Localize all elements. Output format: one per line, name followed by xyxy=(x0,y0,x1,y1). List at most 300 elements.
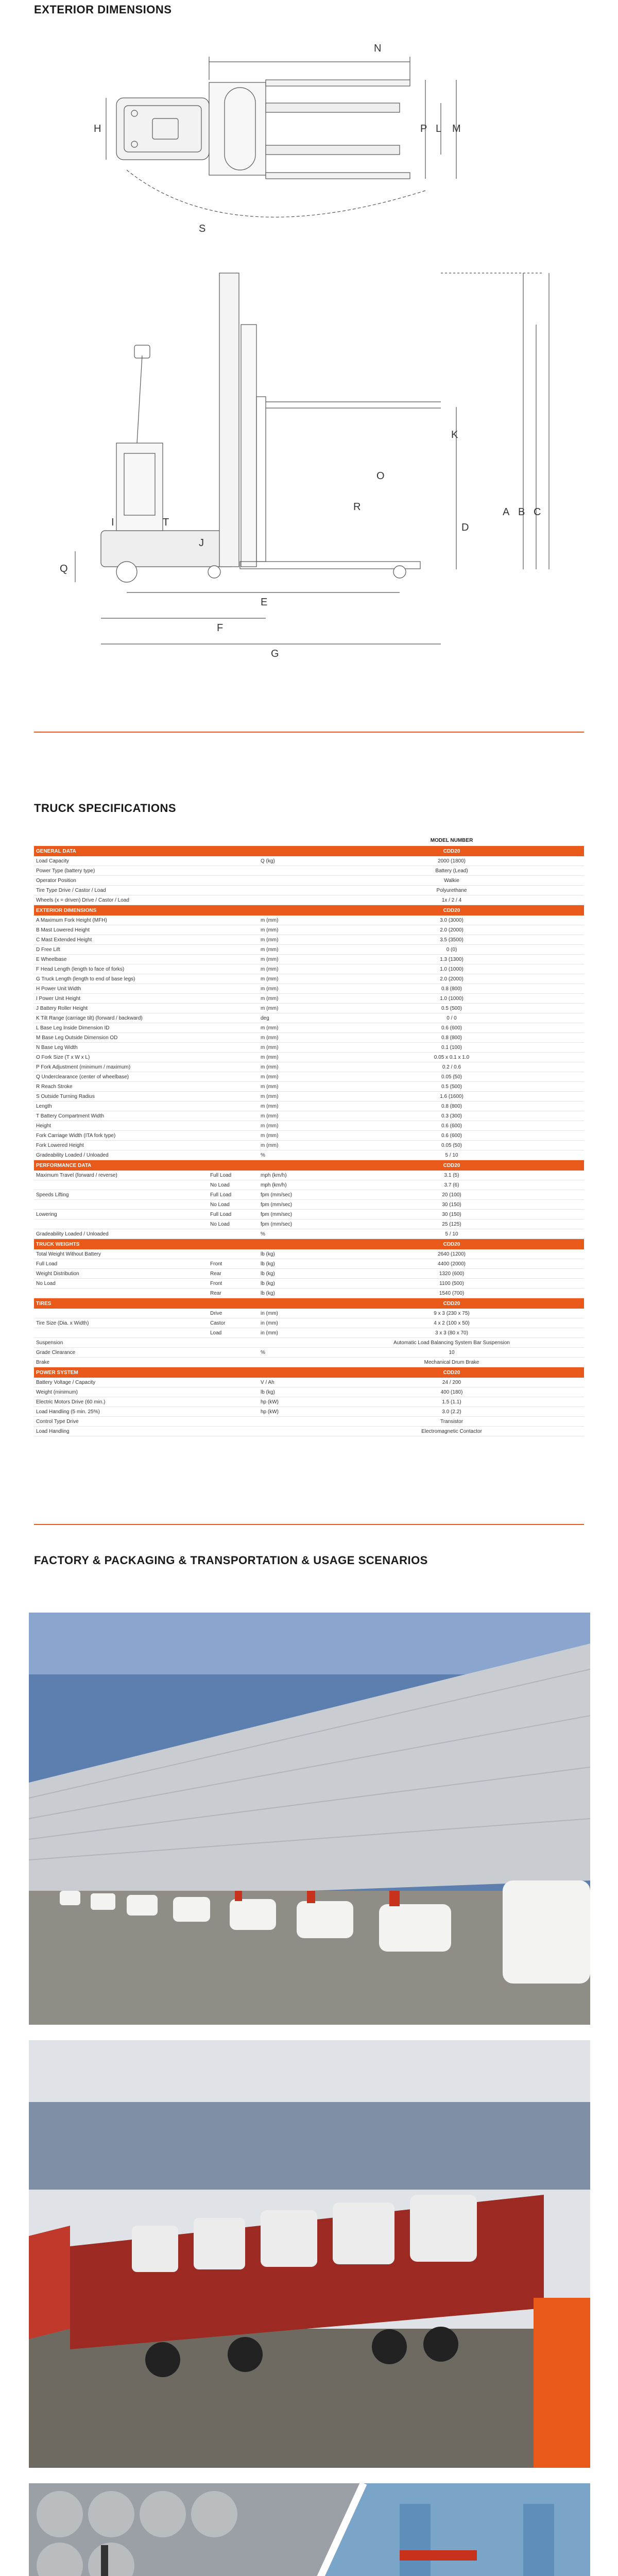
spec-cell-c3 xyxy=(259,895,319,905)
spec-cell-c4: 0.1 (100) xyxy=(319,1043,584,1053)
spec-cell-c2 xyxy=(208,1043,259,1053)
spec-cell-c1: Load Handling xyxy=(34,1427,208,1436)
spec-cell-c4: 400 (180) xyxy=(319,1387,584,1397)
spec-row xyxy=(34,1082,584,1092)
spec-cell-c1: Q Underclearance (center of wheelbase) xyxy=(34,1072,208,1082)
label-E: E xyxy=(261,597,268,608)
spec-cell-c3: Q (kg) xyxy=(259,856,319,866)
spec-row xyxy=(34,974,584,984)
label-I: I xyxy=(111,517,114,528)
spec-section-header xyxy=(34,1367,584,1378)
spec-cell-c2: No Load xyxy=(208,1200,259,1210)
spec-row xyxy=(34,1121,584,1131)
spec-cell-c1: S Outside Turning Radius xyxy=(34,1092,208,1101)
spec-cell-c4: 1540 (700) xyxy=(319,1289,584,1298)
spec-cell-c4: 0 / 0 xyxy=(319,1013,584,1023)
spec-cell-c1: C Mast Extended Height xyxy=(34,935,208,945)
spec-cell-c1: POWER SYSTEM xyxy=(34,1367,208,1378)
spec-cell-c4: 0.6 (600) xyxy=(319,1131,584,1141)
spec-cell-c2 xyxy=(208,1111,259,1121)
spec-cell-c4: 2.0 (2000) xyxy=(319,974,584,984)
spec-cell-c2 xyxy=(208,1387,259,1397)
spec-cell-c3: lb (kg) xyxy=(259,1249,319,1259)
spec-row xyxy=(34,925,584,935)
spec-cell-c3: hp (kW) xyxy=(259,1407,319,1417)
spec-cell-c4: Mechanical Drum Brake xyxy=(319,1358,584,1367)
photo-warehouse-forklift-row xyxy=(29,1613,590,2025)
spec-cell-c1: Tire Type Drive / Castor / Load xyxy=(34,886,208,895)
spec-cell-c2 xyxy=(208,1131,259,1141)
spec-cell-c3: lb (kg) xyxy=(259,1279,319,1289)
spec-cell-c1: Fork Carriage Width (ITA fork type) xyxy=(34,1131,208,1141)
spec-table xyxy=(34,835,584,1436)
spec-cell-c4: 2.0 (2000) xyxy=(319,925,584,935)
spec-cell-c1: Tire Size (Dia. x Width) xyxy=(34,1318,208,1328)
spec-row xyxy=(34,876,584,886)
spec-cell-c4: 1.0 (1000) xyxy=(319,994,584,1004)
model-number-label: MODEL NUMBER xyxy=(430,837,473,843)
spec-cell-c2 xyxy=(208,1141,259,1150)
spec-cell-c2: Drive xyxy=(208,1309,259,1318)
spec-row xyxy=(34,1013,584,1023)
spec-cell-c3: m (mm) xyxy=(259,994,319,1004)
spec-row xyxy=(34,1190,584,1200)
spec-cell-c4: 1320 (600) xyxy=(319,1269,584,1279)
spec-cell-c4: 9 x 3 (230 x 75) xyxy=(319,1309,584,1318)
spec-cell-c4: 0.8 (800) xyxy=(319,984,584,994)
spec-cell-c3 xyxy=(259,1160,319,1171)
spec-cell-c4: 0.8 (800) xyxy=(319,1101,584,1111)
spec-cell-c2: Full Load xyxy=(208,1190,259,1200)
spec-row xyxy=(34,1279,584,1289)
spec-cell-c4: 0.6 (600) xyxy=(319,1023,584,1033)
spec-cell-c3: m (mm) xyxy=(259,974,319,984)
spec-cell-c2: Rear xyxy=(208,1269,259,1279)
spec-cell-c4: Automatic Load Balancing System Bar Suspension xyxy=(319,1338,584,1348)
spec-cell-c1 xyxy=(34,1180,208,1190)
label-F: F xyxy=(217,622,224,634)
spec-cell-c1: T Battery Compartment Width xyxy=(34,1111,208,1121)
spec-cell-c1: Speeds Lifting xyxy=(34,1190,208,1200)
spec-cell-c1: Weight Distribution xyxy=(34,1269,208,1279)
spec-cell-c3 xyxy=(259,1298,319,1309)
spec-cell-c4: CDD20 xyxy=(319,846,584,856)
spec-row xyxy=(34,1180,584,1190)
spec-cell-c3: m (mm) xyxy=(259,935,319,945)
spec-cell-c1: No Load xyxy=(34,1279,208,1289)
spec-cell-c2: Full Load xyxy=(208,1210,259,1219)
label-A: A xyxy=(503,506,510,518)
spec-cell-c1 xyxy=(34,1200,208,1210)
spec-cell-c3 xyxy=(259,1358,319,1367)
spec-cell-c3: m (mm) xyxy=(259,1082,319,1092)
spec-cell-c1: Power Type (battery type) xyxy=(34,866,208,876)
spec-cell-c1: Lowering xyxy=(34,1210,208,1219)
spec-row xyxy=(34,994,584,1004)
spec-cell-c3: m (mm) xyxy=(259,1111,319,1121)
spec-cell-c1: PERFORMANCE DATA xyxy=(34,1160,208,1171)
label-R: R xyxy=(353,501,361,513)
spec-cell-c4: CDD20 xyxy=(319,1367,584,1378)
spec-cell-c1: O Fork Size (T x W x L) xyxy=(34,1053,208,1062)
spec-cell-c3: deg xyxy=(259,1013,319,1023)
spec-cell-c3: m (mm) xyxy=(259,925,319,935)
spec-cell-c1 xyxy=(34,1289,208,1298)
factory-title: FACTORY & PACKAGING & TRANSPORTATION & USAGE SCENARIOS xyxy=(34,1554,428,1567)
spec-cell-c2 xyxy=(208,974,259,984)
spec-cell-c3: mph (km/h) xyxy=(259,1171,319,1180)
spec-cell-c3: fpm (mm/sec) xyxy=(259,1219,319,1229)
label-Q: Q xyxy=(60,563,68,574)
spec-cell-c2 xyxy=(208,1092,259,1101)
spec-cell-c2 xyxy=(208,1121,259,1131)
spec-row xyxy=(34,1219,584,1229)
spec-cell-c3: m (mm) xyxy=(259,1101,319,1111)
label-S: S xyxy=(199,223,206,234)
spec-cell-c3: hp (kW) xyxy=(259,1397,319,1407)
spec-cell-c3 xyxy=(259,905,319,916)
section-divider xyxy=(34,1524,584,1525)
spec-cell-c3: m (mm) xyxy=(259,1092,319,1101)
spec-cell-c4: CDD20 xyxy=(319,1239,584,1250)
exterior-dimensions-diagram xyxy=(34,36,585,706)
spec-cell-c4: 30 (150) xyxy=(319,1200,584,1210)
spec-row xyxy=(34,1101,584,1111)
spec-cell-c1: Battery Voltage / Capacity xyxy=(34,1378,208,1387)
spec-cell-c1 xyxy=(34,1219,208,1229)
spec-cell-c4: 1.6 (1600) xyxy=(319,1092,584,1101)
spec-row xyxy=(34,1171,584,1180)
spec-cell-c2 xyxy=(208,1397,259,1407)
spec-cell-c3: lb (kg) xyxy=(259,1387,319,1397)
spec-cell-c3: m (mm) xyxy=(259,1004,319,1013)
spec-section-header xyxy=(34,846,584,856)
spec-row xyxy=(34,945,584,955)
spec-row xyxy=(34,1289,584,1298)
spec-cell-c4: 3.7 (6) xyxy=(319,1180,584,1190)
spec-row xyxy=(34,1407,584,1417)
spec-cell-c2 xyxy=(208,1239,259,1250)
spec-cell-c4: 4 x 2 (100 x 50) xyxy=(319,1318,584,1328)
spec-cell-c1: Control Type Drive xyxy=(34,1417,208,1427)
spec-cell-c2 xyxy=(208,1348,259,1358)
spec-cell-c4: 0.2 / 0.6 xyxy=(319,1062,584,1072)
spec-row xyxy=(34,1023,584,1033)
spec-cell-c4: 0.05 (50) xyxy=(319,1141,584,1150)
spec-cell-c1: Fork Lowered Height xyxy=(34,1141,208,1150)
spec-cell-c3: m (mm) xyxy=(259,1043,319,1053)
spec-cell-c2: Castor xyxy=(208,1318,259,1328)
spec-row xyxy=(34,1229,584,1239)
spec-row xyxy=(34,1141,584,1150)
spec-row xyxy=(34,984,584,994)
spec-cell-c3 xyxy=(259,1338,319,1348)
spec-cell-c3 xyxy=(259,876,319,886)
spec-row xyxy=(34,1072,584,1082)
spec-cell-c3: m (mm) xyxy=(259,955,319,964)
spec-cell-c2 xyxy=(208,846,259,856)
spec-row xyxy=(34,1427,584,1436)
spec-row xyxy=(34,1200,584,1210)
spec-cell-c3: % xyxy=(259,1150,319,1160)
spec-cell-c3: m (mm) xyxy=(259,1053,319,1062)
spec-cell-c3 xyxy=(259,886,319,895)
spec-cell-c1: GENERAL DATA xyxy=(34,846,208,856)
spec-section-header xyxy=(34,1239,584,1250)
spec-cell-c1: Gradeability Loaded / Unloaded xyxy=(34,1229,208,1239)
spec-cell-c2 xyxy=(208,945,259,955)
spec-cell-c2 xyxy=(208,1062,259,1072)
spec-row xyxy=(34,1328,584,1338)
spec-cell-c2 xyxy=(208,1082,259,1092)
spec-cell-c4: 0.6 (600) xyxy=(319,1121,584,1131)
spec-row xyxy=(34,1043,584,1053)
spec-cell-c3: in (mm) xyxy=(259,1328,319,1338)
spec-cell-c2 xyxy=(208,1338,259,1348)
spec-cell-c1: N Base Leg Width xyxy=(34,1043,208,1053)
spec-row xyxy=(34,1053,584,1062)
spec-row xyxy=(34,1378,584,1387)
spec-cell-c1: G Truck Length (length to end of base legs) xyxy=(34,974,208,984)
spec-row xyxy=(34,1269,584,1279)
spec-cell-c3: in (mm) xyxy=(259,1309,319,1318)
spec-cell-c2 xyxy=(208,905,259,916)
spec-cell-c2 xyxy=(208,1150,259,1160)
label-D: D xyxy=(461,522,469,533)
spec-row xyxy=(34,1111,584,1121)
spec-cell-c2 xyxy=(208,886,259,895)
spec-cell-c4: 0.05 x 0.1 x 1.0 xyxy=(319,1053,584,1062)
spec-cell-c3: m (mm) xyxy=(259,1141,319,1150)
label-B: B xyxy=(518,506,525,518)
spec-cell-c3: fpm (mm/sec) xyxy=(259,1190,319,1200)
spec-cell-c1: L Base Leg Inside Dimension ID xyxy=(34,1023,208,1033)
spec-cell-c2 xyxy=(208,994,259,1004)
spec-cell-c2 xyxy=(208,1367,259,1378)
spec-cell-c3: m (mm) xyxy=(259,964,319,974)
label-M: M xyxy=(452,123,461,134)
spec-cell-c3: in (mm) xyxy=(259,1318,319,1328)
spec-cell-c2 xyxy=(208,1072,259,1082)
spec-model-row xyxy=(34,835,584,846)
spec-cell-c1: Full Load xyxy=(34,1259,208,1269)
label-K: K xyxy=(451,429,458,440)
spec-cell-c1: Gradeability Loaded / Unloaded xyxy=(34,1150,208,1160)
spec-cell-c4: 3.1 (5) xyxy=(319,1171,584,1180)
spec-cell-c1: E Wheelbase xyxy=(34,955,208,964)
spec-cell-c2 xyxy=(208,1358,259,1367)
spec-cell-c2 xyxy=(208,1427,259,1436)
spec-cell-c4: Polyurethane xyxy=(319,886,584,895)
spec-row xyxy=(34,886,584,895)
label-L: L xyxy=(436,123,442,134)
spec-cell-c1: TIRES xyxy=(34,1298,208,1309)
spec-cell-c1: Electric Motors Drive (60 min.) xyxy=(34,1397,208,1407)
spec-cell-c2: Full Load xyxy=(208,1171,259,1180)
spec-cell-c2 xyxy=(208,876,259,886)
spec-cell-c1: Load Handling (5 min. 25%) xyxy=(34,1407,208,1417)
spec-cell-c2 xyxy=(208,955,259,964)
spec-row xyxy=(34,1338,584,1348)
spec-cell-c1: A Maximum Fork Height (MFH) xyxy=(34,916,208,925)
spec-cell-c3 xyxy=(259,1427,319,1436)
spec-cell-c1: Operator Position xyxy=(34,876,208,886)
spec-cell-c3: % xyxy=(259,1229,319,1239)
spec-cell-c4: Battery (Lead) xyxy=(319,866,584,876)
spec-cell-c4: 1.0 (1000) xyxy=(319,964,584,974)
spec-cell-c4: 3.0 (2.2) xyxy=(319,1407,584,1417)
spec-cell-c1: Height xyxy=(34,1121,208,1131)
spec-cell-c2 xyxy=(208,1407,259,1417)
spec-cell-c1: Weight (minimum) xyxy=(34,1387,208,1397)
spec-section-header xyxy=(34,905,584,916)
spec-cell-c1: I Power Unit Height xyxy=(34,994,208,1004)
spec-cell-c4: 3.5 (3500) xyxy=(319,935,584,945)
spec-cell-c3: m (mm) xyxy=(259,984,319,994)
spec-cell-c3: lb (kg) xyxy=(259,1269,319,1279)
spec-cell-c3: m (mm) xyxy=(259,1072,319,1082)
section-divider xyxy=(34,732,584,733)
photo-truck-loading xyxy=(29,2040,590,2468)
spec-cell-c3 xyxy=(259,846,319,856)
spec-cell-c4: 5 / 10 xyxy=(319,1150,584,1160)
spec-cell-c4: 0.05 (50) xyxy=(319,1072,584,1082)
spec-row xyxy=(34,866,584,876)
spec-cell-c2 xyxy=(208,1101,259,1111)
spec-row xyxy=(34,856,584,866)
label-P: P xyxy=(420,123,427,134)
spec-cell-c4: 25 (125) xyxy=(319,1219,584,1229)
spec-cell-c1: Brake xyxy=(34,1358,208,1367)
spec-cell-c3: m (mm) xyxy=(259,945,319,955)
spec-section-header xyxy=(34,1298,584,1309)
spec-cell-c4: 1100 (500) xyxy=(319,1279,584,1289)
spec-cell-c4: 30 (150) xyxy=(319,1210,584,1219)
spec-cell-c4: 0.8 (800) xyxy=(319,1033,584,1043)
spec-row xyxy=(34,1062,584,1072)
spec-cell-c2: Load xyxy=(208,1328,259,1338)
spec-cell-c1 xyxy=(34,1328,208,1338)
spec-row xyxy=(34,1259,584,1269)
spec-row xyxy=(34,895,584,905)
spec-cell-c1: Total Weight Without Battery xyxy=(34,1249,208,1259)
spec-row xyxy=(34,916,584,925)
spec-row xyxy=(34,1348,584,1358)
spec-cell-c3: m (mm) xyxy=(259,1062,319,1072)
spec-cell-c4: 0.5 (500) xyxy=(319,1004,584,1013)
spec-row xyxy=(34,964,584,974)
spec-cell-c4: 3.0 (3000) xyxy=(319,916,584,925)
spec-cell-c3: m (mm) xyxy=(259,1121,319,1131)
spec-row xyxy=(34,1358,584,1367)
spec-row xyxy=(34,955,584,964)
spec-row xyxy=(34,1318,584,1328)
spec-cell-c2 xyxy=(208,984,259,994)
spec-cell-c2 xyxy=(208,895,259,905)
spec-cell-c1: J Battery Roller Height xyxy=(34,1004,208,1013)
spec-cell-c4: 1.3 (1300) xyxy=(319,955,584,964)
spec-cell-c4: CDD20 xyxy=(319,1298,584,1309)
spec-cell-c4: 5 / 10 xyxy=(319,1229,584,1239)
spec-cell-c3 xyxy=(259,1239,319,1250)
spec-cell-c4: 2000 (1800) xyxy=(319,856,584,866)
spec-cell-c3: fpm (mm/sec) xyxy=(259,1210,319,1219)
spec-cell-c2 xyxy=(208,916,259,925)
spec-cell-c2: Rear xyxy=(208,1289,259,1298)
spec-cell-c4: 4400 (2000) xyxy=(319,1259,584,1269)
spec-cell-c3: lb (kg) xyxy=(259,1259,319,1269)
spec-cell-c3: mph (km/h) xyxy=(259,1180,319,1190)
spec-cell-c4: CDD20 xyxy=(319,905,584,916)
spec-row xyxy=(34,935,584,945)
spec-cell-c2 xyxy=(208,1378,259,1387)
spec-cell-c3: lb (kg) xyxy=(259,1289,319,1298)
spec-cell-c1: Length xyxy=(34,1101,208,1111)
spec-cell-c4: 20 (100) xyxy=(319,1190,584,1200)
spec-cell-c1: F Head Length (length to face of forks) xyxy=(34,964,208,974)
spec-cell-c1: Load Capacity xyxy=(34,856,208,866)
spec-cell-c4: 3 x 3 (80 x 70) xyxy=(319,1328,584,1338)
spec-cell-c1 xyxy=(34,1309,208,1318)
spec-cell-c2 xyxy=(208,1053,259,1062)
spec-cell-c2: Front xyxy=(208,1259,259,1269)
spec-cell-c3 xyxy=(259,1367,319,1378)
spec-cell-c2: No Load xyxy=(208,1180,259,1190)
spec-cell-c4: Transistor xyxy=(319,1417,584,1427)
exterior-dimensions-title: EXTERIOR DIMENSIONS xyxy=(34,3,172,16)
label-N: N xyxy=(374,43,382,54)
spec-cell-c3: % xyxy=(259,1348,319,1358)
spec-row xyxy=(34,1092,584,1101)
spec-cell-c3: V / Ah xyxy=(259,1378,319,1387)
spec-cell-c4: 0.3 (300) xyxy=(319,1111,584,1121)
spec-cell-c1: K Tilt Range (carriage tilt) (forward / backward) xyxy=(34,1013,208,1023)
spec-cell-c4: 2640 (1200) xyxy=(319,1249,584,1259)
spec-cell-c1: P Fork Adjustment (minimum / maximum) xyxy=(34,1062,208,1072)
spec-cell-c3: m (mm) xyxy=(259,1033,319,1043)
spec-cell-c2 xyxy=(208,1229,259,1239)
spec-cell-c4: 1.5 (1.1) xyxy=(319,1397,584,1407)
spec-cell-c2 xyxy=(208,1417,259,1427)
spec-cell-c1: D Free Lift xyxy=(34,945,208,955)
spec-cell-c1: Suspension xyxy=(34,1338,208,1348)
label-G: G xyxy=(271,648,279,659)
spec-cell-c3: m (mm) xyxy=(259,1023,319,1033)
spec-cell-c1: M Base Leg Outside Dimension OD xyxy=(34,1033,208,1043)
spec-cell-c1: EXTERIOR DIMENSIONS xyxy=(34,905,208,916)
spec-cell-c4: Walkie xyxy=(319,876,584,886)
spec-cell-c1: R Reach Stroke xyxy=(34,1082,208,1092)
spec-row xyxy=(34,1033,584,1043)
label-T: T xyxy=(163,517,169,528)
spec-row xyxy=(34,1309,584,1318)
spec-cell-c4: 1x / 2 / 4 xyxy=(319,895,584,905)
spec-row xyxy=(34,1150,584,1160)
spec-row xyxy=(34,1417,584,1427)
spec-cell-c1: B Mast Lowered Height xyxy=(34,925,208,935)
spec-cell-c3: m (mm) xyxy=(259,916,319,925)
spec-cell-c2 xyxy=(208,964,259,974)
spec-row xyxy=(34,1004,584,1013)
spec-cell-c2 xyxy=(208,925,259,935)
photo-collage-top xyxy=(29,2483,590,2576)
label-H: H xyxy=(94,123,101,134)
spec-cell-c4: CDD20 xyxy=(319,1160,584,1171)
spec-cell-c2 xyxy=(208,856,259,866)
spec-cell-c1: H Power Unit Width xyxy=(34,984,208,994)
spec-row xyxy=(34,1397,584,1407)
spec-cell-c1: Wheels (x = driven) Drive / Castor / Load xyxy=(34,895,208,905)
